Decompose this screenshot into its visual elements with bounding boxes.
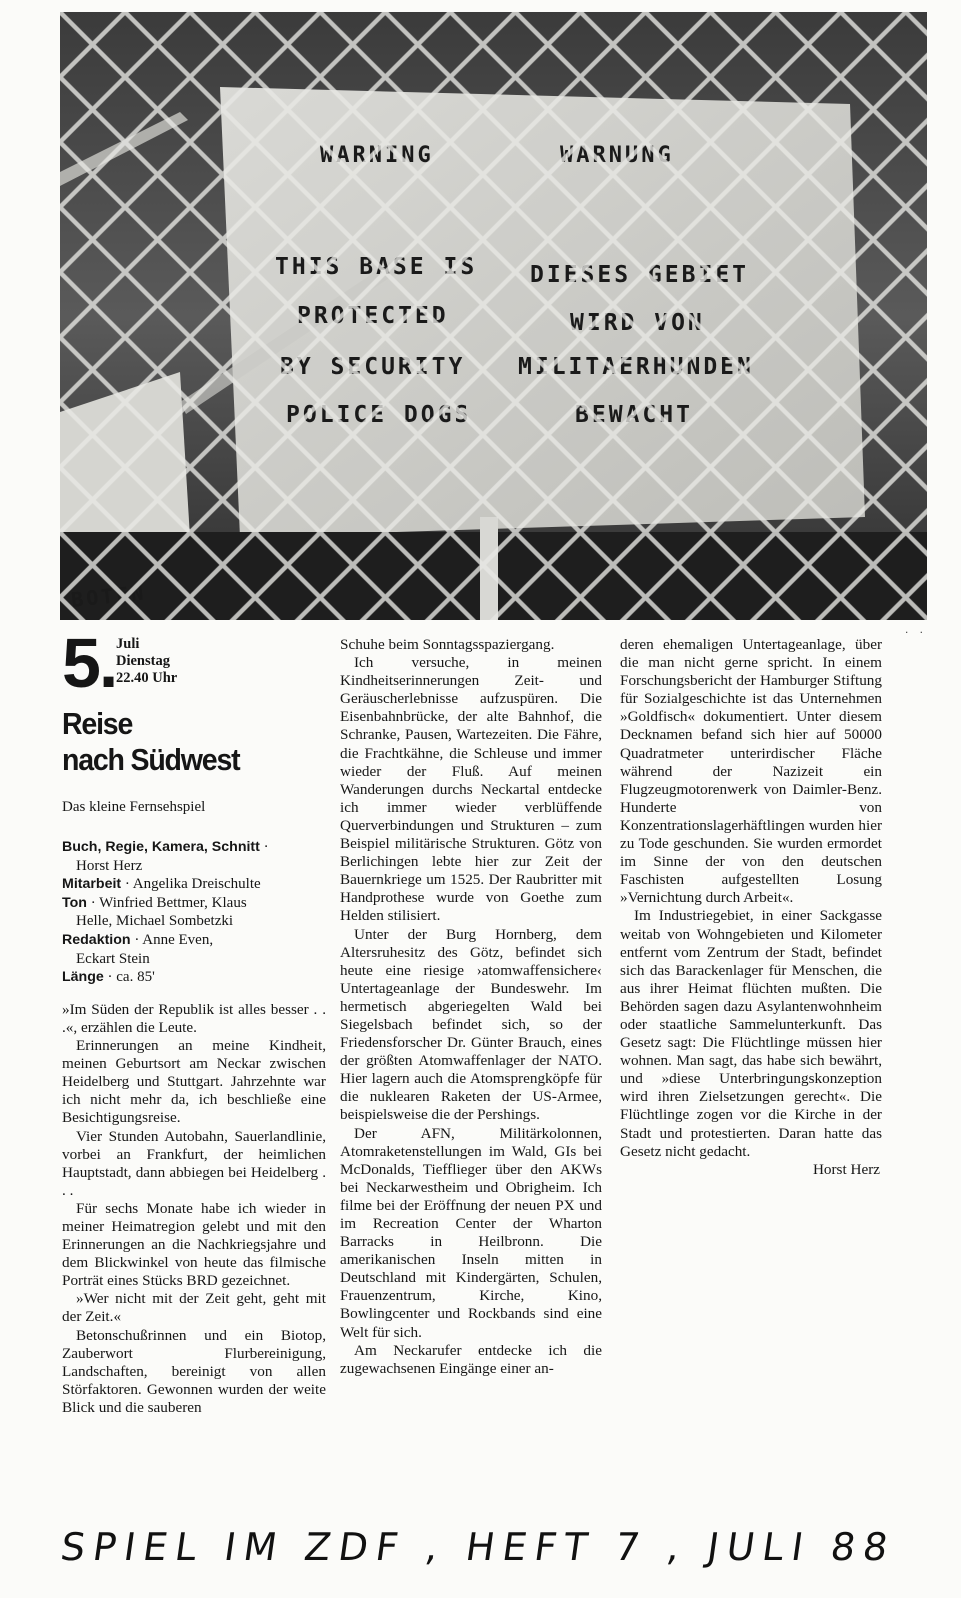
credit-entry [62,968,326,987]
author-signature: Horst Herz [812,1160,880,1178]
article-paragraph: Am Neckarufer entdecke ich die zugewachsenen Eingänge einer an- [340,1341,602,1377]
column-3 [620,636,882,1179]
article-body-col1 [62,1001,326,1417]
credit-role: Länge [62,969,104,986]
handwritten-source-note: SPIEL IM ZDF , HEFT 7 , JULI 88 [58,1525,899,1569]
credit-name: · ca. 85' [103,969,155,986]
article-paragraph: Unter der Burg Hornberg, dem Altersruhesitz des Götz, befindet sich heute eine riesige ›atomwaffensichere‹ Untertageanlage der Bundeswehr. Im hermetisch abgeriegelten Wald bei Siegelsbach befindet sich, so der Friedensforscher Dr. Günter Brauch, eines der größten Atomwaffenlager der NATO. Hier lagern auch die Atomsprengköpfe für die nuklearen Raketen der US-Armee, beispielsweise die der Pershings. [340,925,602,1124]
credit-entry [62,931,326,968]
credit-name: · Anne Even, [130,932,214,949]
credit-name: · Angelika Dreischulte [121,876,261,893]
month: Juli [116,636,140,652]
credit-entry [62,894,326,931]
date-details [116,636,177,687]
program-title [62,706,305,778]
title-line: nach Südwest [62,742,240,777]
article-paragraph: »Wer nicht mit der Zeit geht, geht mit der Zeit.« [62,1290,326,1326]
credit-name: Horst Herz [76,857,143,874]
article-paragraph: Der AFN, Militärkolonnen, Atomraketenstellungen im Wald, GIs bei McDonalds, Tiefflieger über den AKWs bei Neckarwestheim und Obrigheim. Ich filme bei der Eröffnung der neuen PX und im Recreation Center der Wharton Barracks in Heilbronn. Die amerikanischen Inseln mitten in Deutschland mit Kindergärten, Schulen, Frauenzentrum, Kirche, Kino, Bowlingcenter und Rockbands sind eine Welt für sich. [340,1124,602,1341]
column-2 [340,636,602,1378]
credit-name: · Winfried Bettmer, Klaus [86,894,247,911]
column-1 [62,624,326,1417]
photo-illustration [60,12,927,620]
article-paragraph: Ich versuche, in meinen Kindheitserinnerungen Zeit- und Geräuscherlebnisse aufzuspüren. Die Eisenbahnbrücke, der alte Bahnhof, die Schranke, Pausen, Wartezeiten. Die Fähre, die Frachtkähne, die Schleuse und immer wieder der Fluß. Auf meinen Wanderungen durchs Neckartal entdecke ich immer wieder verblüffende Querverbindungen und Strukturen – zum Beispiel militärische Strukturen. Götz von Berlichingen lebte hier zur Zeit der Bauernkriege um 1525. Der Raubritter mit Handprothese wurde von Goethe zum Helden stilisiert. [340,654,602,925]
article-paragraph: Für sechs Monate habe ich wieder in meiner Heimatregion gelebt und mit den Erinnerungen an die Nachkriegsjahre und dem Blickwinkel von heute das filmische Porträt eines Stücks BRD gezeichnet. [62,1199,326,1290]
credit-entry: Buch, Regie, Kamera, Schnitt · Horst Herz [62,838,326,875]
credit-role: Ton [62,894,87,911]
article-paragraph: Betonschußrinnen und ein Biotop, Zauberwort Flurbereinigung, Landschaften, bereinigt von allen Störfaktoren. Gewonnen wurden der weite Blick und die sauberen [62,1326,326,1416]
title-line: Reise [62,706,133,741]
credit-entry [62,875,326,894]
article-paragraph: Erinnerungen an meine Kindheit, meinen Geburtsort am Neckar zwischen Heidelberg und Stuttgart. Jahrzehnte war ich nicht mehr da, ich beschließe eine Besichtigungsreise. [62,1037,326,1127]
credit-role: Mitarbeit [62,876,122,893]
article-paragraph: Schuhe beim Sonntagsspaziergang. [340,636,555,653]
credit-name-continued: Eckart Stein [76,950,150,967]
article-body-col3 [620,636,882,1161]
corner-mark: . . [905,622,928,636]
program-subtitle: Das kleine Fernsehspiel [62,799,206,815]
article-paragraph: Vier Stunden Autobahn, Sauerlandlinie, vorbei an Frankfurt, der heimlichen Hauptstadt, dann abbiegen bei Heidelberg . . . [62,1127,326,1199]
article-paragraph: Im Industriegebiet, in einer Sackgasse weitab von Wohngebieten und Kilometer entfernt vom Zentrum der Stadt, befindet sich das Barackenlager für Menschen, die aus ihrer Heimat flüchten mußten. Die Behörden sagen dazu Asylantenwohnheim oder staatliche Sammelunterkunft. Das Gesetz sagt: Die Flüchtlinge müssen hier wohnen. Man sagt, das habe sich bewährt, und »diese Unterbringungskonzeption wird ihren Zielsetzungen gerecht«. Die Flüchtlinge zogen vor die Kirche in der Stadt und protestierten. Daran hatte das Gesetz nicht gedacht. [620,907,882,1160]
credits-list [62,838,326,987]
credit-role: Redaktion [62,932,131,949]
article-body-col2 [340,636,602,1378]
chain-link-fence [60,12,927,620]
weekday: Dienstag [116,653,170,669]
day-number: 5. [62,624,117,702]
photo-security-fence-sign [60,12,927,620]
broadcast-time: 22.40 Uhr [116,670,178,686]
credit-name-continued: Helle, Michael Sombetzki [76,913,234,930]
credit-role: Buch, Regie, Kamera, Schnitt [62,839,260,856]
article-paragraph: deren ehemaligen Untertageanlage, über die man nicht gerne spricht. In einem Forschungsbericht der Hamburger Stiftung für Sozialgeschichte ist das Unternehmen »Goldfisch« dokumentiert. Unter diesem Decknamen befand sich hier auf 50000 Quadratmeter unterirdischer Fläche während der Nazizeit ein Flugzeugmotorenwerk von Daimler-Benz. Hunderte von Konzentrationslagerhäftlingen wurden hier zu Tode geschunden. Sie wurden ermordet im Sinne der von den deutschen Faschisten aufgestellten Losung »Vernichtung durch Arbeit«. [620,636,882,907]
date-block [62,624,326,702]
article-paragraph: »Im Süden der Republik ist alles besser . . .«, erzählen die Leute. [62,1000,326,1036]
